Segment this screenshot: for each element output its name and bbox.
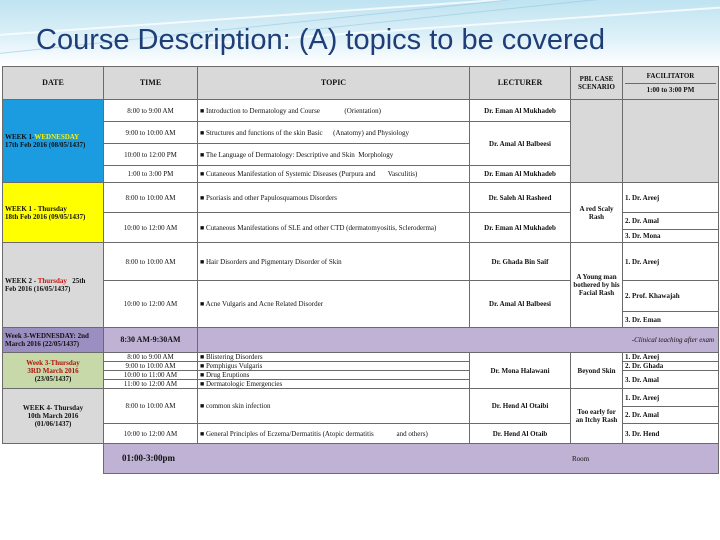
w4-r2-time: 10:00 to 12:00 AM [104, 424, 198, 444]
w1t-r2-time: 10:00 to 12:00 AM [104, 213, 198, 243]
bullet: ■ [200, 353, 205, 361]
bullet: ■ [200, 128, 205, 137]
week2-date: Feb 2016 (16/05/1437) [5, 285, 71, 293]
w1-r4-time: 1:00 to 3:00 PM [104, 166, 198, 183]
topic-text: Acne Vulgaris and Acne Related Disorder [205, 300, 324, 308]
table-row [3, 183, 719, 213]
week3-label: Week 3-Thursday [26, 358, 80, 367]
bullet: ■ [200, 257, 205, 266]
w4-fac-3: 3. Dr. Hend [623, 424, 719, 444]
topic-note: Morphology [358, 150, 394, 159]
topic-text: common skin infection [205, 402, 271, 410]
facilitator-label: FACILITATOR [625, 72, 716, 84]
w2-r2-topic [198, 281, 470, 328]
week3-day: 3RD March 2016 [27, 366, 79, 375]
w3-topic-4 [198, 380, 470, 389]
w2-r2-lecturer: Dr. Amal Al Balbeesi [470, 281, 571, 328]
w1t-fac-3: 3. Dr. Mona [623, 230, 719, 243]
w1-r4-topic [198, 166, 470, 183]
w4-r2-lecturer: Dr. Hend Al Otaib [470, 424, 571, 444]
w3-lecturer: Dr. Mona Halawani [470, 353, 571, 389]
week1-day: WEDNESDAY [34, 133, 80, 141]
w1t-pbl: A red Scaly Rash [571, 183, 623, 243]
bullet: ■ [200, 193, 205, 202]
week2-day2: 25th [72, 277, 86, 285]
week2-day: Thursday [37, 277, 67, 285]
w2-r1-time: 8:00 to 10:00 AM [104, 243, 198, 281]
topic-text: Cutaneous Manifestations of SLE and other CTD (dermatomyositis, Scleroderma) [205, 223, 437, 232]
w1t-r2-lecturer: Dr. Eman Al Mukhadeb [470, 213, 571, 243]
schedule-sheet [0, 66, 720, 486]
w2-r1-lecturer: Dr. Ghada Bin Saif [470, 243, 571, 281]
last-room: Room [572, 455, 590, 463]
bullet: ■ [200, 170, 205, 178]
topic-text: Drug Eruptions [205, 371, 250, 379]
w1-r2-topic [198, 122, 470, 144]
topic-text: General Principles of Eczema/Dermatitis (Atopic dermatitis [205, 429, 374, 438]
week4-date-cell [3, 389, 104, 444]
schedule-table [2, 66, 719, 474]
bullet: ■ [200, 380, 205, 388]
header-time: TIME [104, 67, 198, 100]
slide-title: Course Description: (A) topics to be covered [36, 24, 605, 56]
header-topic: TOPIC [198, 67, 470, 100]
w1-fac [623, 100, 719, 183]
w3-time-2: 9:00 to 10:00 AM [104, 362, 198, 371]
topic-text: Pemphigus Vulgaris [205, 362, 263, 370]
header-date: DATE [3, 67, 104, 100]
week2-label: WEEK 2 - [5, 277, 37, 285]
w2-pbl: A Young man bothered by his Facial Rash [571, 243, 623, 328]
table-row [3, 100, 719, 122]
w3-pbl: Beyond Skin [571, 353, 623, 389]
week3-wed-date-cell: Week 3-WEDNESDAY: 2nd March 2016 (22/05/1437) [3, 328, 104, 353]
topic-text: Psoriasis and other Papulosquamous Disorders [205, 193, 338, 202]
w2-fac-1: 1. Dr. Areej [623, 243, 719, 281]
topic-text: Structures and functions of the skin Basic [205, 128, 323, 137]
last-date-cell [3, 444, 104, 474]
table-row [3, 444, 719, 474]
week1-thu-date: 18th Feb 2016 (09/05/1437) [5, 212, 86, 221]
week1-thu-label: WEEK 1 - Thursday [5, 204, 67, 213]
week2-date-cell [3, 243, 104, 328]
w2-r2-time: 10:00 to 12:00 AM [104, 281, 198, 328]
bullet: ■ [200, 300, 205, 308]
topic-note: and others) [396, 429, 428, 438]
week3-thu-date-cell [3, 353, 104, 389]
week4-day: 10th March 2016 [27, 412, 79, 420]
table-row [3, 353, 719, 362]
w3-fac-1: 1. Dr. Areej [623, 353, 719, 362]
last-time: 01:00-3:00pm [122, 453, 175, 463]
w1-r1-topic [198, 100, 470, 122]
bullet: ■ [200, 362, 205, 370]
w4-r1-time: 8:00 to 10:00 AM [104, 389, 198, 424]
bullet: ■ [200, 150, 205, 159]
topic-text: Introduction to Dermatology and Course [205, 106, 320, 115]
w2-r1-topic [198, 243, 470, 281]
w4-r1-topic [198, 389, 470, 424]
topic-text: Blistering Disorders [205, 353, 263, 361]
w1t-r1-topic [198, 183, 470, 213]
w4-r1-lecturer: Dr. Hend Al Otaibi [470, 389, 571, 424]
w3-time-1: 8:00 to 9:00 AM [104, 353, 198, 362]
facilitator-time: 1:00 to 3:00 PM [646, 86, 695, 94]
w1-r1-lecturer: Dr. Eman Al Mukhadeb [470, 100, 571, 122]
w1t-fac-2: 2. Dr. Amal [623, 213, 719, 230]
w2-fac-3: 3. Dr. Eman [623, 312, 719, 328]
bullet: ■ [200, 371, 205, 379]
w1-r3-time: 10:00 to 12:00 PM [104, 144, 198, 166]
topic-text: The Language of Dermatology: Descriptive and Skin [205, 150, 355, 159]
w3wed-note [198, 328, 719, 353]
w1-r23-lecturer: Dr. Amal Al Balbeesi [470, 122, 571, 166]
clinical-note: -Clinical teaching after exam [631, 336, 714, 344]
w3-time-3: 10:00 to 11:00 AM [104, 371, 198, 380]
topic-text: Cutaneous Manifestation of Systemic Diseases (Purpura and [205, 170, 376, 178]
topic-note: (Orientation) [344, 106, 381, 115]
last-row [104, 444, 719, 474]
bullet: ■ [200, 106, 205, 115]
week4-label: WEEK 4- Thursday [22, 404, 84, 412]
w4-fac-1: 1. Dr. Areej [623, 389, 719, 407]
w1-r3-topic [198, 144, 470, 166]
w3-fac-2: 2. Dr. Ghada [623, 362, 719, 371]
w3-topic-1 [198, 353, 470, 362]
w3wed-time: 8:30 AM-9:30AM [104, 328, 198, 353]
w3-time-4: 11:00 to 12:00 AM [104, 380, 198, 389]
w1t-r1-time: 8:00 to 10:00 AM [104, 183, 198, 213]
topic-note: (Anatomy) and Physiology [333, 128, 409, 137]
slide-footer-area [0, 486, 720, 540]
w1t-r2-topic [198, 213, 470, 243]
bullet: ■ [200, 429, 205, 438]
w1-r4-lecturer: Dr. Eman Al Mukhadeb [470, 166, 571, 183]
w1t-r1-lecturer: Dr. Saleh Al Rasheed [470, 183, 571, 213]
week1-label: WEEK 1- [5, 133, 35, 141]
w4-pbl: Too early for an Itchy Rash [571, 389, 623, 444]
w4-fac-2: 2. Dr. Amal [623, 407, 719, 424]
w1-r2-time: 9:00 to 10:00 AM [104, 122, 198, 144]
table-row [3, 328, 719, 353]
week1-date: 17th Feb 2016 (08/05/1437) [5, 141, 86, 149]
w1t-fac-1: 1. Dr. Areej [623, 183, 719, 213]
table-row [3, 389, 719, 407]
w4-r2-topic [198, 424, 470, 444]
w3-topic-2 [198, 362, 470, 371]
week1-thu-date-cell [3, 183, 104, 243]
week1-date-cell [3, 100, 104, 183]
w2-fac-2: 2. Prof. Khawajah [623, 281, 719, 312]
bullet: ■ [200, 223, 205, 232]
bullet: ■ [200, 402, 205, 410]
w1-r1-time: 8:00 to 9:00 AM [104, 100, 198, 122]
header-pbl: PBL CASE SCENARIO [571, 67, 623, 100]
week4-date: (01/06/1437) [34, 420, 72, 428]
topic-text: Hair Disorders and Pigmentary Disorder of Skin [205, 257, 342, 266]
header-facilitator [623, 67, 719, 100]
topic-note: Vasculitis) [387, 170, 418, 178]
w1-pbl [571, 100, 623, 183]
title-banner [0, 0, 720, 66]
header-lecturer: LECTURER [470, 67, 571, 100]
week3-date: (23/05/1437) [34, 374, 72, 383]
w3-topic-3 [198, 371, 470, 380]
table-row [3, 243, 719, 281]
w3-fac-3: 3. Dr. Amal [623, 371, 719, 389]
topic-text: Dermatologic Emergencies [205, 380, 283, 388]
header-row [3, 67, 719, 100]
